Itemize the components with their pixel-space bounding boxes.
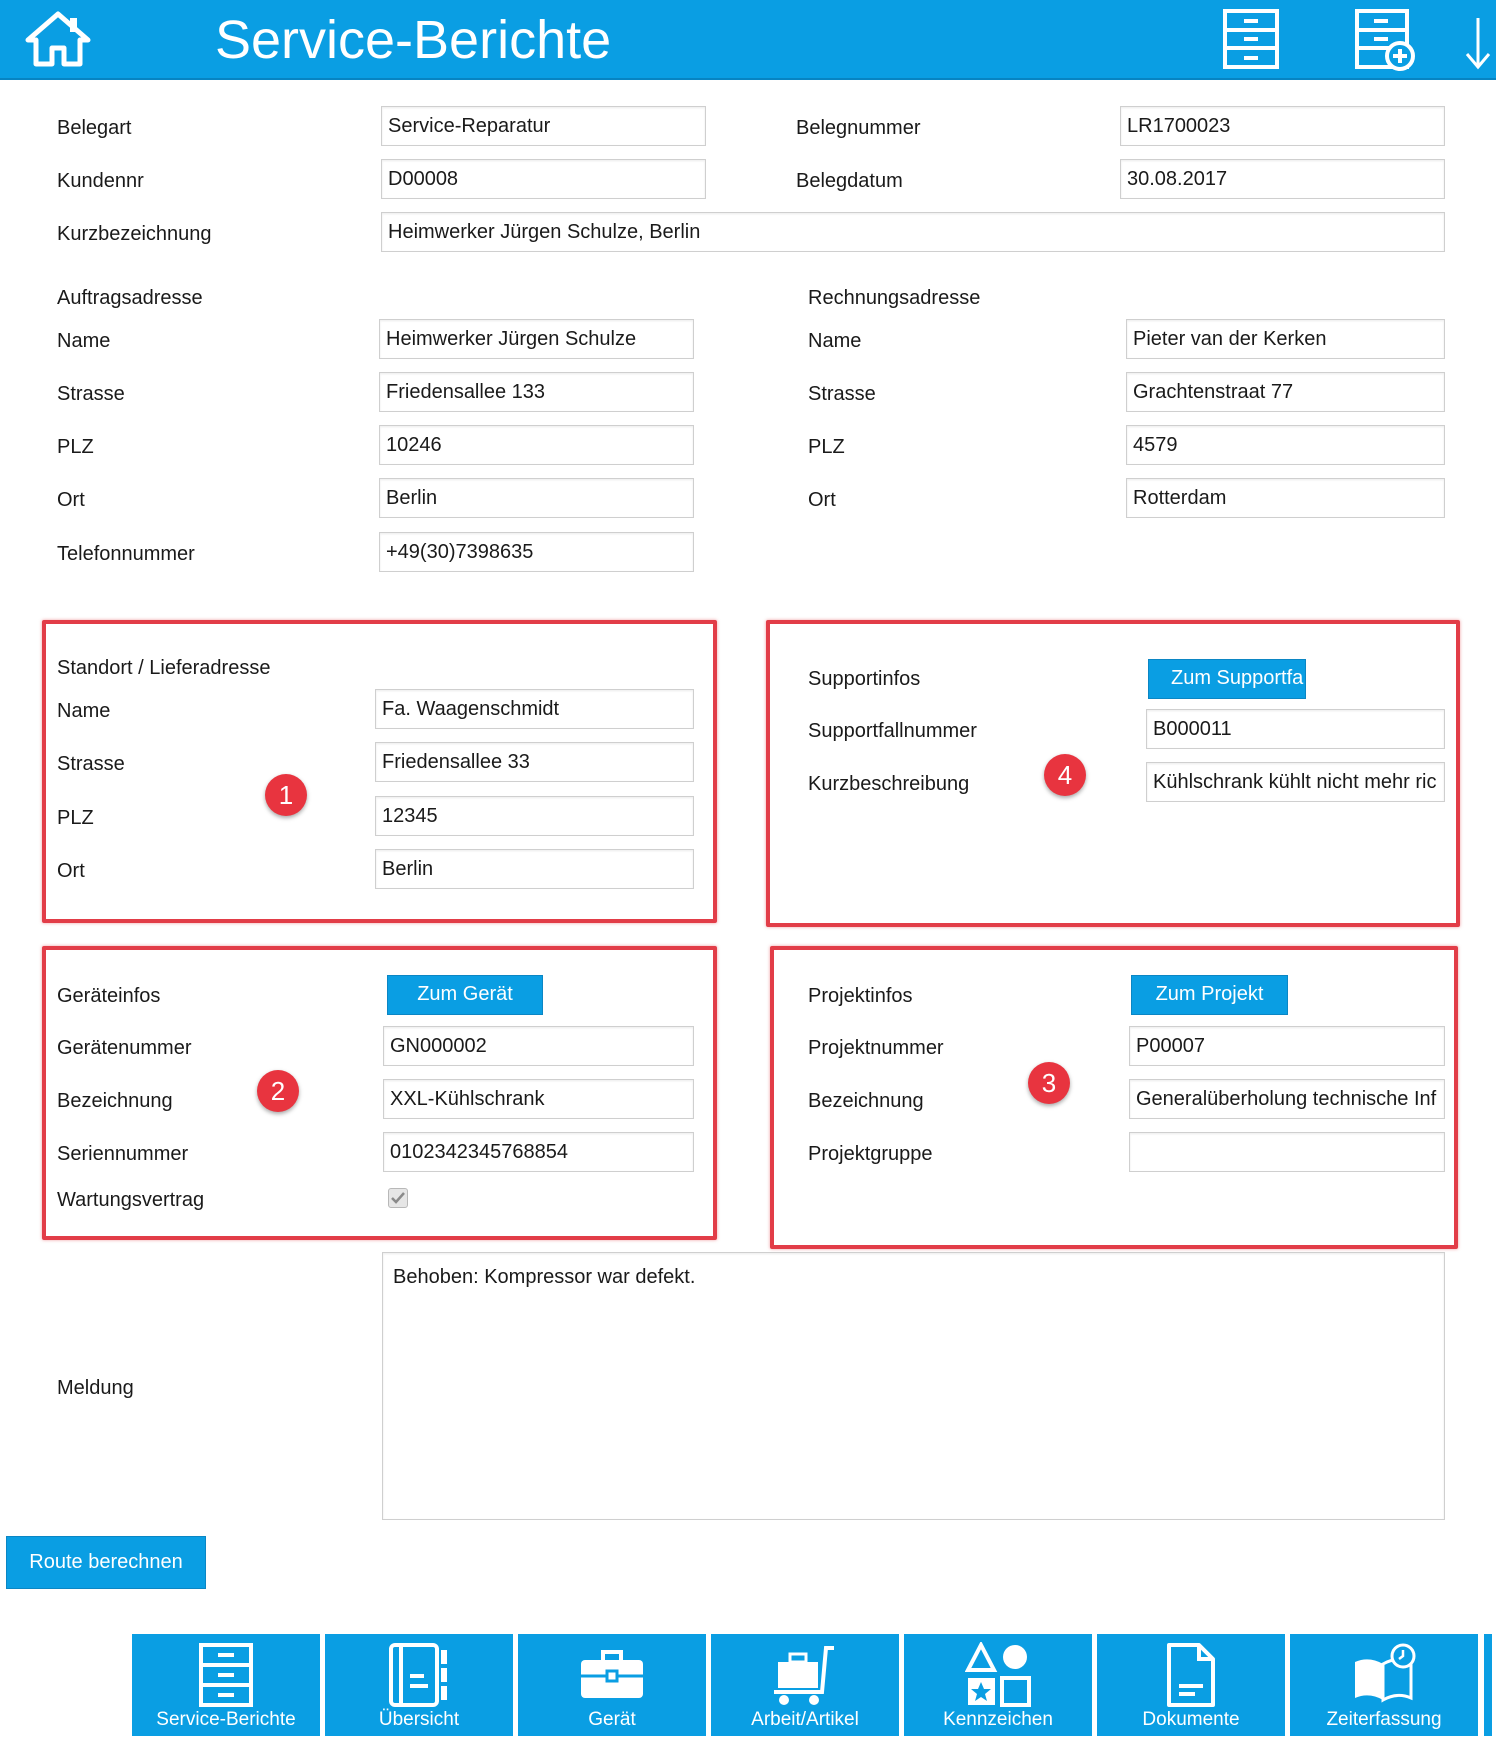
auftragsadresse-heading: Auftragsadresse <box>57 287 203 309</box>
projekt-bezeichnung-field[interactable]: Generalüberholung technische Inf <box>1129 1079 1445 1119</box>
route-berechnen-button[interactable]: Route berechnen <box>6 1536 206 1589</box>
auftrag-strasse-field[interactable]: Friedensallee 133 <box>379 372 694 412</box>
geraetenummer-label: Gerätenummer <box>57 1037 192 1059</box>
annotation-badge-2: 2 <box>257 1070 299 1112</box>
annotation-badge-3: 3 <box>1028 1062 1070 1104</box>
seriennummer-field[interactable]: 0102342345768854 <box>383 1132 694 1172</box>
shapes-icon <box>965 1642 1031 1708</box>
tab-arbeit-artikel[interactable] <box>711 1634 899 1736</box>
projekt-bezeichnung-label: Bezeichnung <box>808 1090 924 1112</box>
tab-label: Übersicht <box>378 1709 460 1730</box>
tab-zeiterfassung[interactable] <box>1290 1634 1478 1736</box>
belegdatum-field[interactable]: 30.08.2017 <box>1120 159 1445 199</box>
projektinfos-heading: Projektinfos <box>808 985 913 1007</box>
kundennr-field[interactable]: D00008 <box>381 159 706 199</box>
book-clock-icon <box>1349 1642 1419 1708</box>
cart-icon <box>770 1642 840 1708</box>
standort-strasse-field[interactable]: Friedensallee 33 <box>375 742 694 782</box>
zum-projekt-button[interactable]: Zum Projekt <box>1131 975 1288 1015</box>
rechnung-plz-label: PLZ <box>808 436 845 458</box>
tab-label: Service-Berichte <box>156 1709 296 1730</box>
geraet-bezeichnung-label: Bezeichnung <box>57 1090 173 1112</box>
cabinet-icon[interactable] <box>1222 8 1280 70</box>
tab-label: Arbeit/Artikel <box>751 1709 859 1730</box>
annotation-badge-1: 1 <box>265 774 307 816</box>
wartungsvertrag-label: Wartungsvertrag <box>57 1189 205 1211</box>
auftrag-ort-field[interactable]: Berlin <box>379 478 694 518</box>
tab-uebersicht[interactable] <box>325 1634 513 1736</box>
kurzbezeichnung-label: Kurzbezeichnung <box>57 223 212 245</box>
toolbox-icon <box>577 1642 647 1708</box>
zum-geraet-button[interactable]: Zum Gerät <box>387 975 543 1015</box>
projektnummer-field[interactable]: P00007 <box>1129 1026 1445 1066</box>
tab-label: Kennzeichen <box>943 1709 1053 1730</box>
auftrag-plz-label: PLZ <box>57 436 94 458</box>
belegart-label: Belegart <box>57 117 132 139</box>
tab-kennzeichen[interactable] <box>904 1634 1092 1736</box>
belegdatum-label: Belegdatum <box>796 170 903 192</box>
rechnung-name-field[interactable]: Pieter van der Kerken <box>1126 319 1445 359</box>
rechnung-name-label: Name <box>808 330 862 352</box>
wartungsvertrag-checkbox[interactable] <box>388 1188 408 1208</box>
annotation-badge-4: 4 <box>1044 754 1086 796</box>
projektgruppe-field[interactable] <box>1129 1132 1445 1172</box>
tab-label: Zeiterfassung <box>1326 1709 1442 1730</box>
auftrag-name-field[interactable]: Heimwerker Jürgen Schulze <box>379 319 694 359</box>
projektnummer-label: Projektnummer <box>808 1037 944 1059</box>
home-icon[interactable] <box>24 10 92 68</box>
geraet-bezeichnung-field[interactable]: XXL-Kühlschrank <box>383 1079 694 1119</box>
kurzbezeichnung-field[interactable]: Heimwerker Jürgen Schulze, Berlin <box>381 212 1445 252</box>
standort-plz-label: PLZ <box>57 807 94 829</box>
standort-heading: Standort / Lieferadresse <box>57 657 271 679</box>
standort-plz-field[interactable]: 12345 <box>375 796 694 836</box>
tab-service-berichte[interactable] <box>132 1634 320 1736</box>
standort-ort-label: Ort <box>57 860 85 882</box>
standort-strasse-label: Strasse <box>57 753 125 775</box>
rechnung-ort-label: Ort <box>808 489 836 511</box>
rechnungsadresse-heading: Rechnungsadresse <box>808 287 981 309</box>
rechnung-plz-field[interactable]: 4579 <box>1126 425 1445 465</box>
document-icon <box>1163 1642 1219 1708</box>
tab-dokumente[interactable] <box>1097 1634 1285 1736</box>
meldung-label: Meldung <box>57 1377 134 1399</box>
cabinet-icon <box>198 1642 254 1708</box>
belegart-field[interactable]: Service-Reparatur <box>381 106 706 146</box>
meldung-textarea[interactable]: Behoben: Kompressor war defekt. <box>382 1252 1445 1520</box>
header-bar <box>0 0 1496 80</box>
auftrag-strasse-label: Strasse <box>57 383 125 405</box>
cabinet-add-icon[interactable] <box>1354 8 1416 72</box>
auftrag-ort-label: Ort <box>57 489 85 511</box>
arrow-down-icon[interactable] <box>1464 16 1492 70</box>
geraeteinfos-heading: Geräteinfos <box>57 985 161 1007</box>
auftrag-telefon-label: Telefonnummer <box>57 543 195 565</box>
tab-label: Gerät <box>588 1709 636 1730</box>
projektgruppe-label: Projektgruppe <box>808 1143 933 1165</box>
seriennummer-label: Seriennummer <box>57 1143 189 1165</box>
auftrag-plz-field[interactable]: 10246 <box>379 425 694 465</box>
tab-label: Dokumente <box>1142 1709 1240 1730</box>
auftrag-name-label: Name <box>57 330 111 352</box>
standort-name-label: Name <box>57 700 111 722</box>
supportfallnummer-field[interactable]: B000011 <box>1146 709 1445 749</box>
supportfallnummer-label: Supportfallnummer <box>808 720 977 742</box>
standort-ort-field[interactable]: Berlin <box>375 849 694 889</box>
standort-name-field[interactable]: Fa. Waagenschmidt <box>375 689 694 729</box>
belegnummer-label: Belegnummer <box>796 117 921 139</box>
belegnummer-field[interactable]: LR1700023 <box>1120 106 1445 146</box>
page-title: Service-Berichte <box>215 10 612 70</box>
geraetenummer-field[interactable]: GN000002 <box>383 1026 694 1066</box>
tab-bar-overflow <box>1484 1634 1492 1736</box>
rechnung-strasse-field[interactable]: Grachtenstraat 77 <box>1126 372 1445 412</box>
notebook-icon <box>386 1642 452 1708</box>
rechnung-ort-field[interactable]: Rotterdam <box>1126 478 1445 518</box>
zum-supportfall-button[interactable]: Zum Supportfa <box>1148 659 1306 699</box>
kundennr-label: Kundennr <box>57 170 144 192</box>
rechnung-strasse-label: Strasse <box>808 383 876 405</box>
kurzbeschreibung-field[interactable]: Kühlschrank kühlt nicht mehr ric <box>1146 762 1445 802</box>
check-icon <box>389 1189 407 1207</box>
auftrag-telefon-field[interactable]: +49(30)7398635 <box>379 532 694 572</box>
support-heading: Supportinfos <box>808 668 921 690</box>
tab-geraet[interactable] <box>518 1634 706 1736</box>
kurzbeschreibung-label: Kurzbeschreibung <box>808 773 970 795</box>
